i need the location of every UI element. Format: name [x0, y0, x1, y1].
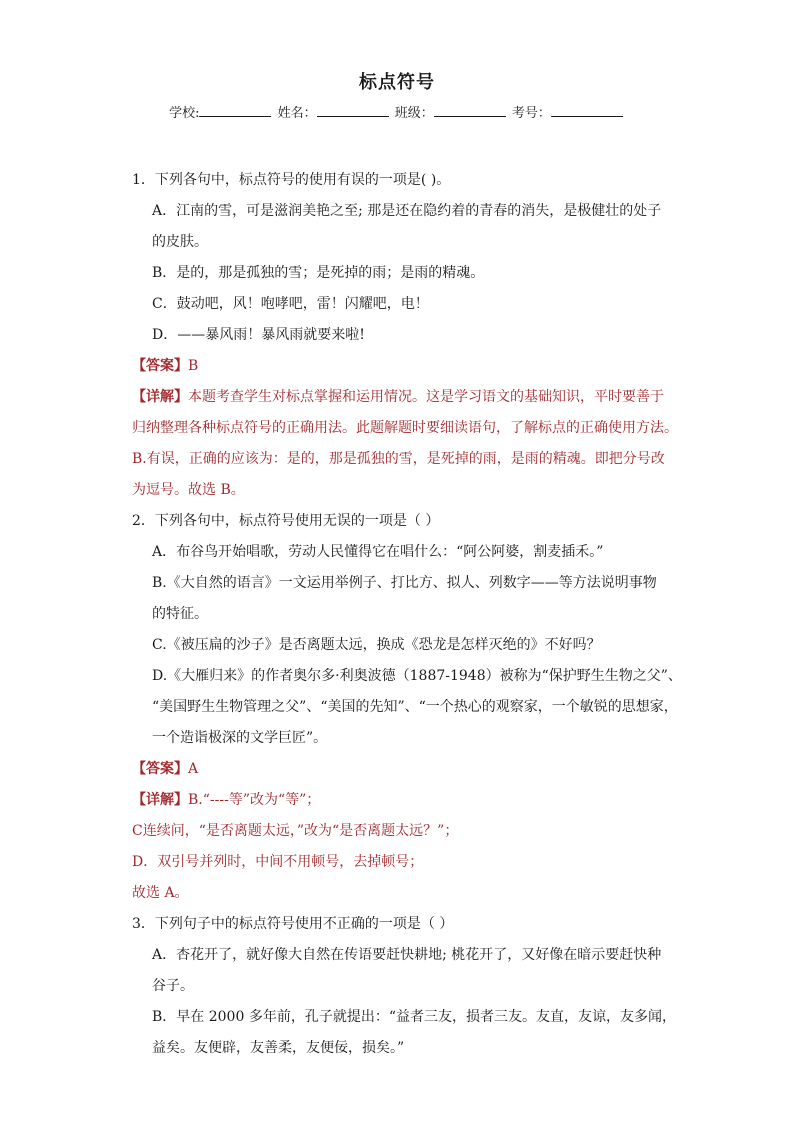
- analysis-tag: 【详解】: [132, 792, 188, 808]
- question-1-option-a-cont: 的皮肤。: [152, 234, 208, 250]
- question-2-option-b: B.《大自然的语言》一文运用举例子、打比方、拟人、列数字——等方法说明事物: [152, 575, 657, 591]
- analysis-tag: 【详解】: [132, 389, 188, 405]
- question-1-analysis-line-4: 为逗号。故选 B。: [132, 482, 245, 498]
- answer-tag: 【答案】: [132, 358, 188, 374]
- question-3-option-b-cont: 益矣。友便辟，友善柔，友便佞，损矣。”: [152, 1040, 405, 1056]
- analysis-text: B.“----等”改为“等”；: [188, 792, 321, 808]
- class-label: 班级：: [394, 106, 434, 121]
- answer-value: A: [188, 761, 199, 777]
- question-3-option-b: B．早在 2000 多年前，孔子就提出：“益者三友，损者三友。友直，友谅，友多闻，: [152, 1009, 676, 1025]
- page-title: 标点符号: [359, 72, 435, 93]
- school-label: 学校:: [169, 106, 200, 121]
- question-2-option-d: D.《大雁归来》的作者奥尔多·利奥波德（1887-1948）被称为“保护野生生物之父”、: [152, 668, 682, 684]
- question-2-analysis-line-4: 故选 A。: [132, 885, 189, 901]
- exam-number-label: 考号：: [511, 106, 551, 121]
- analysis-text: 本题考查学生对标点掌握和运用情况。这是学习语文的基础知识，平时要善于: [188, 389, 664, 405]
- answer-value: B: [188, 358, 199, 374]
- name-label: 姓名：: [277, 106, 317, 121]
- class-blank[interactable]: [434, 104, 506, 117]
- question-1-analysis: [132, 387, 664, 407]
- question-3-option-a: A．杏花开了，就好像大自然在传语要赶快耕地; 桃花开了，又好像在暗示要赶快种: [152, 947, 662, 963]
- question-2-stem: 2．下列各句中，标点符号使用无误的一项是（ ）: [132, 513, 440, 529]
- answer-tag: 【答案】: [132, 761, 188, 777]
- question-2-analysis: [132, 790, 320, 810]
- school-blank[interactable]: [199, 104, 271, 117]
- question-1-analysis-line-2: 归纳整理各种标点符号的正确用法。此题解题时要细读语句，了解标点的正确使用方法。: [132, 420, 678, 436]
- question-2-answer: [132, 759, 198, 779]
- question-2-option-b-cont: 的特征。: [152, 606, 208, 622]
- question-2-option-d-cont-1: “美国野生生物管理之父”、“美国的先知”、“一个热心的观察家，一个敏锐的思想家，: [152, 699, 678, 715]
- question-2-analysis-line-3: D．双引号并列时，中间不用顿号，去掉顿号；: [132, 854, 424, 870]
- question-1-option-c: C．鼓动吧，风！咆哮吧，雷！闪耀吧，电！: [152, 296, 429, 312]
- question-2-option-d-cont-2: 一个造诣极深的文学巨匠”。: [152, 730, 328, 746]
- question-1-option-a: A．江南的雪，可是滋润美艳之至; 那是还在隐约着的青春的消失，是极健壮的处子: [152, 203, 662, 219]
- student-info-line: [0, 102, 794, 121]
- question-3-stem: 3．下列句子中的标点符号使用不正确的一项是（ ）: [132, 916, 454, 932]
- question-1-answer: [132, 356, 198, 376]
- question-1-analysis-line-3: B.有误，正确的应该为：是的，那是孤独的雪，是死掉的雨，是雨的精魂。即把分号改: [132, 451, 665, 467]
- question-2-option-a: A．布谷鸟开始唱歌，劳动人民懂得它在唱什么：“阿公阿婆，割麦插禾。”: [152, 544, 604, 560]
- question-1-option-b: B．是的，那是孤独的雪；是死掉的雨；是雨的精魂。: [152, 265, 485, 281]
- question-1-stem: 1．下列各句中，标点符号的使用有误的一项是( )。: [132, 172, 451, 188]
- name-blank[interactable]: [317, 104, 389, 117]
- question-2-analysis-line-2: C连续问，“是否离题太远，”改为“是否离题太远？”；: [132, 823, 459, 839]
- question-3-option-a-cont: 谷子。: [152, 978, 194, 994]
- exam-number-blank[interactable]: [551, 104, 623, 117]
- question-2-option-c: C.《被压扁的沙子》是否离题太远，换成《恐龙是怎样灭绝的》不好吗？: [152, 637, 601, 653]
- question-1-option-d: D．——暴风雨！暴风雨就要来啦!: [152, 327, 365, 343]
